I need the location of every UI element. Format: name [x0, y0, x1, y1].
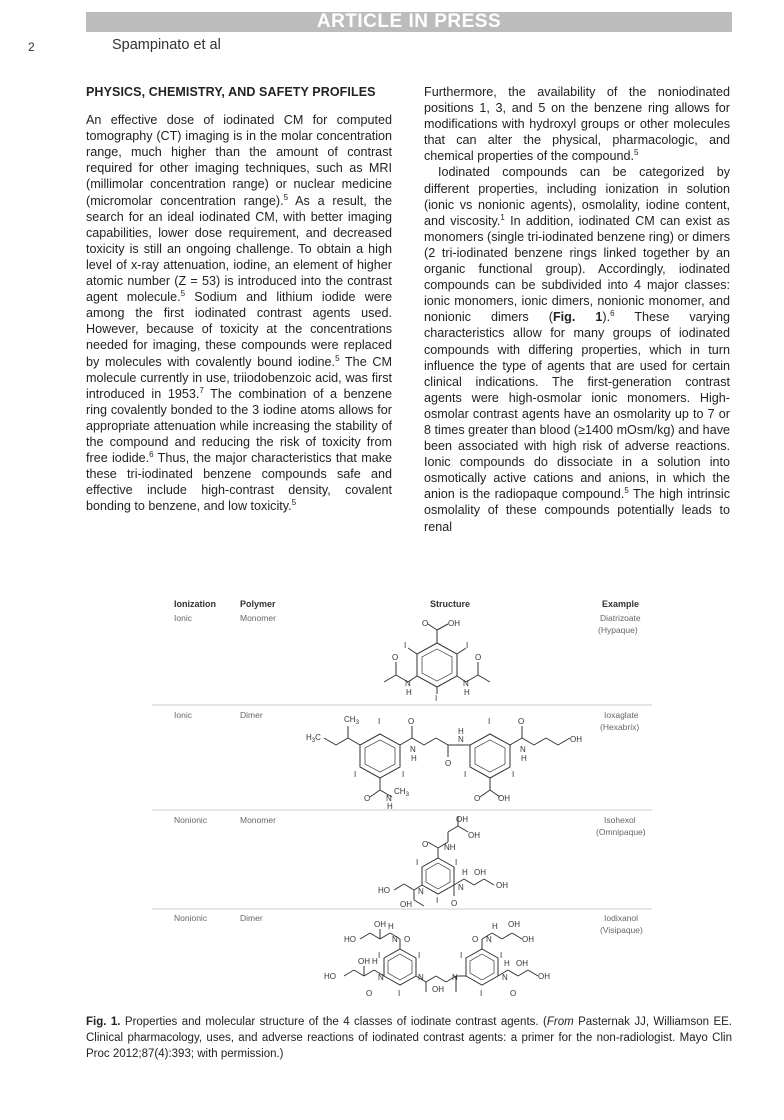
atom-label: H [458, 727, 464, 736]
atom-labels-ioxaglate [306, 715, 582, 811]
text-segment: These varying characteristics allow for many groups of iodinated compounds with differing properties, which in turn influence the type of agents that are used for certain clinical indications. The first-generation contrast agents were high-osmolar ionic monomers. High-osmolar contrast agents have an osmolarity up to 7 or 8 times greater than blood (≥1400 mOsm/kg) and have been associated with high risk of adverse reactions. Ionic compounds do dissociate in a solution into osmotically active cations and anions, in which the anion is the radiopaque compound. [424, 310, 730, 502]
header-example: Example [602, 599, 640, 609]
running-header [0, 37, 784, 61]
atom-label: I [402, 770, 405, 779]
row4-ionization: Nonionic [174, 913, 208, 923]
figure-caption [86, 1014, 732, 1062]
text-segment: An effective dose of iodinated CM for computed tomography (CT) imaging is in the molar concentration range, much higher than the amount of contrast required for other imaging techniques, such as MRI (millimolar concentration range) or nuclear medicine (micromolar concentration range). [86, 113, 392, 208]
text-segment: As a result, the search for an ideal iodinated CM, with better imaging capabilities, lower dose requirement, and decreased toxicity is still an ongoing challenge. To obtain a high level of x-ray attenuation, iodine, an element of higher atomic number (Z = 53) is introduced into the contrast agent molecule. [86, 193, 393, 305]
section-heading: PHYSICS, CHEMISTRY, AND SAFETY PROFILES [86, 85, 376, 99]
row4-example-brand: (Visipaque) [600, 925, 643, 935]
atom-label: H [462, 868, 468, 877]
header-ionization: Ionization [174, 599, 216, 609]
atom-label: O [366, 989, 373, 998]
atom-label: N [486, 935, 492, 944]
citation: 5 [624, 486, 629, 496]
atom-label: O [422, 840, 429, 849]
row1-example-name: Diatrizoate [600, 613, 641, 623]
row1-example-brand: (Hypaque) [598, 625, 638, 635]
row3-example-brand: (Omnipaque) [596, 827, 646, 837]
atom-label: I [404, 641, 407, 650]
atom-label: O [445, 759, 452, 768]
atom-label: N [458, 735, 464, 744]
atom-label: CH [394, 787, 406, 796]
atom-label: NH [444, 843, 456, 852]
atom-label: O [474, 794, 481, 803]
row4-example-name: Iodixanol [604, 913, 639, 923]
caption-text: Properties and molecular structure of the 4 classes of iodinate contrast agents. ( [120, 1016, 547, 1028]
atom-label: I [455, 858, 458, 867]
citation: 5 [291, 498, 297, 508]
row2-ionization: Ionic [174, 710, 192, 720]
atom-label: N [458, 883, 464, 892]
citation: 5 [634, 148, 639, 158]
atom-label: O [518, 717, 525, 726]
atom-label: O [392, 653, 399, 662]
atom-label: O [451, 899, 458, 908]
caption-text: Pasternak JJ, Williamson EE. Clinical pharmacology, uses, and adverse reactions of iodinated contrast agents: a primer for the non-radiologist. Mayo Clin Proc 2012;87(4):393; with permission.) [86, 1016, 732, 1060]
citation: 5 [335, 353, 340, 363]
text-segment: Furthermore, the availability of the noniodinated positions 1, 3, and 5 on the benzene ring allows for modifications with hydroxyl groups or other molecules that can alter the physical, pharmacologic, and chemical properties of the compound. [424, 85, 730, 164]
atom-label: N [452, 973, 458, 982]
right-paragraph-1 [424, 84, 730, 164]
text-segment: Thus, the major characteristics that make these tri-iodinated benzene compounds safe and effective include high-contrast density, covalent bonding to benzene, and low toxicity. [86, 451, 392, 514]
atom-label [394, 787, 410, 798]
header-polymer: Polymer [240, 599, 276, 609]
atom-label: OH [468, 831, 480, 840]
row3-polymer: Monomer [240, 815, 276, 825]
subscript: 3 [355, 720, 359, 726]
atom-label: I [500, 951, 503, 960]
row2-example-name: Ioxaglate [604, 710, 639, 720]
citation: 5 [180, 288, 186, 298]
left-paragraph [86, 112, 392, 514]
atom-label: I [378, 951, 381, 960]
atom-label: N [463, 679, 469, 688]
atom-label: H [387, 802, 393, 811]
atom-label: O [472, 935, 479, 944]
atom-label: I [466, 641, 469, 650]
atom-label: OH [508, 920, 520, 929]
atom-label: I [512, 770, 515, 779]
citation: 6 [610, 309, 615, 319]
row3-example-name: Isohexol [604, 815, 636, 825]
atom-label: I [398, 989, 401, 998]
atom-label: HO [324, 972, 336, 981]
atom-label [306, 733, 321, 744]
row1-polymer: Monomer [240, 613, 276, 623]
subscript: 3 [405, 792, 409, 798]
atom-label: OH [400, 900, 412, 909]
text-segment: The high intrinsic osmolality of these compounds potentially leads to renal [424, 487, 731, 534]
atom-label: OH [516, 959, 528, 968]
row2-polymer: Dimer [240, 710, 263, 720]
atom-label: OH [456, 815, 468, 824]
citation: 7 [199, 385, 204, 395]
atom-label: I [416, 858, 419, 867]
right-paragraph-2 [424, 164, 730, 534]
atom-label: H [406, 688, 412, 697]
atom-label: I [354, 770, 357, 779]
atom-label: H [388, 922, 394, 931]
text-segment: The combination of a benzene ring covalently bonded to the 3 iodine atoms allows for appropriate attenuation while increasing the stability of the compound and reducing the risk of toxicity from free iodide. [86, 386, 392, 466]
atom-label: O [404, 935, 411, 944]
subscript: 3 [311, 738, 316, 744]
atom-label: OH [432, 985, 444, 994]
text-segment: In addition, iodinated CM can exist as monomers (single tri-iodinated benzene ring) or dimers (2 tri-iodinated benzene rings linked together by an organic functional group). Accordingly, iodinated compounds can be subdivided into 4 major classes: ionic monomers, ionic dimers, nonionic monomer, and nonionic dimers ( [424, 213, 730, 325]
atom-label: N [410, 745, 416, 754]
atom-label: N [418, 887, 424, 896]
running-authors: Spampinato et al [112, 37, 221, 53]
atom-label: N [520, 745, 526, 754]
atom-label: I [464, 770, 467, 779]
atom-label: O [422, 619, 429, 628]
atom-label: O [510, 989, 517, 998]
atom-label: N [502, 973, 508, 982]
atom-label: OH [498, 794, 510, 803]
atom-labels-isohexol [378, 815, 508, 909]
figure-link[interactable]: Fig. 1 [552, 310, 603, 325]
atom-label: OH [474, 868, 486, 877]
atom-label: HO [344, 935, 356, 944]
atom-label: H [492, 922, 498, 931]
article-in-press-banner: ARTICLE IN PRESS [86, 12, 732, 32]
figure-contrast-agents [152, 594, 652, 1002]
atom-label: C [315, 733, 321, 742]
left-column [86, 84, 392, 514]
citation: 5 [283, 192, 289, 202]
atom-label: OH [358, 957, 370, 966]
atom-label: I [418, 951, 421, 960]
atom-label: H [504, 959, 510, 968]
caption-from: From [546, 1016, 574, 1028]
atom-label: I [480, 989, 483, 998]
atom-label: O [475, 653, 482, 662]
atom-label: N [405, 679, 411, 688]
atom-label: OH [570, 735, 582, 744]
atom-label: OH [496, 881, 508, 890]
atom-label: H [411, 754, 417, 763]
text-segment: The CM molecule currently in use, triiodobenzoic acid, was first introduced in 1953. [86, 354, 392, 401]
atom-label: N [386, 794, 392, 803]
atom-labels-iodixanol [324, 920, 550, 998]
atom-label: I [460, 951, 463, 960]
atom-label: H [464, 688, 470, 697]
atom-label: H [521, 754, 527, 763]
atom-label: O [364, 794, 371, 803]
row3-ionization: Nonionic [174, 815, 208, 825]
text-segment: ). [602, 310, 611, 325]
page-number: 2 [28, 40, 35, 54]
atom-label: I [378, 717, 381, 726]
row4-polymer: Dimer [240, 913, 263, 923]
citation: 1 [500, 212, 505, 222]
citation: 6 [149, 449, 154, 459]
text-segment: Sodium and lithium iodide were among the first iodinated contrast agents used. However, because of toxicity at the concentrations needed for imaging, these compounds were replaced by molecules with covalently bound iodine. [86, 290, 392, 369]
atom-label: H [306, 733, 312, 742]
text-segment: Iodinated compounds can be categorized by different properties, including ionization in solution (ionic vs nonionic agents), osmolality, iodine content, and viscosity. [424, 165, 730, 228]
header-structure: Structure [430, 599, 471, 609]
atom-label: I [435, 694, 438, 703]
right-column [424, 84, 730, 535]
atom-label: I [488, 717, 491, 726]
atom-label: CH [344, 715, 356, 724]
caption-label: Fig. 1. [86, 1016, 121, 1028]
atom-label: I [436, 896, 439, 905]
atom-label [344, 715, 360, 726]
atom-label: HO [378, 886, 390, 895]
atom-label: N [378, 973, 384, 982]
row2-example-brand: (Hexabrix) [600, 722, 640, 732]
row1-ionization: Ionic [174, 613, 192, 623]
atom-label: O [408, 717, 415, 726]
atom-label: OH [448, 619, 460, 628]
atom-label: N [418, 973, 424, 982]
atom-label: OH [538, 972, 550, 981]
atom-label: H [372, 957, 378, 966]
atom-label: OH [374, 920, 386, 929]
atom-label: OH [522, 935, 534, 944]
atom-label: N [392, 935, 398, 944]
structure-isohexol [394, 816, 494, 906]
